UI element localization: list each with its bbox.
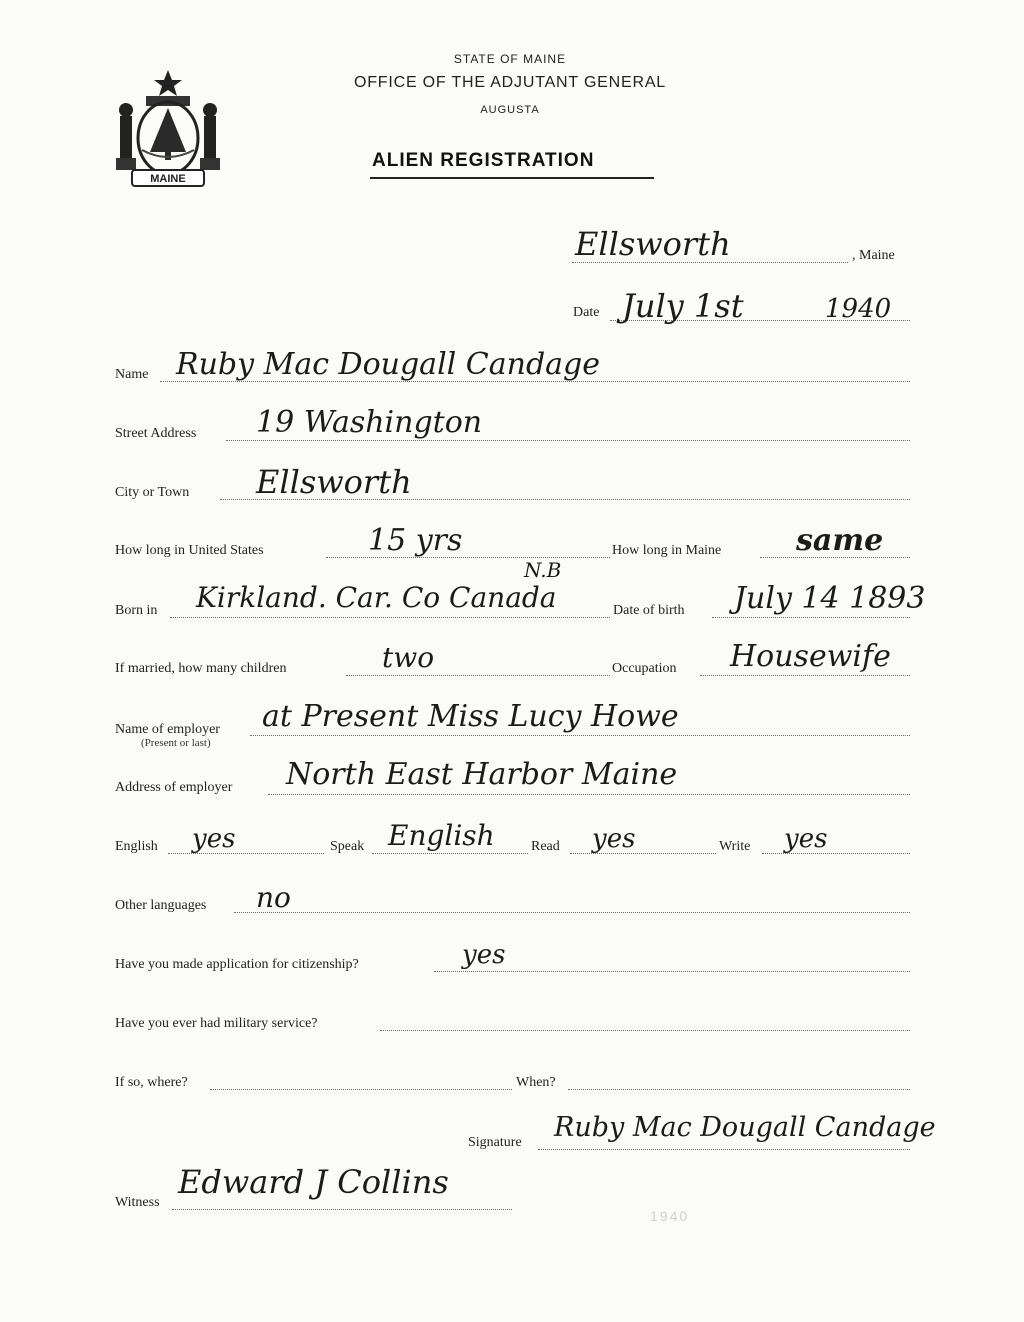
write-label: Write	[719, 839, 751, 854]
read-value[interactable]: yes	[592, 824, 636, 854]
citizenship-label: Have you made application for citizenship?	[115, 957, 359, 972]
city-label: City or Town	[115, 485, 190, 500]
other-languages-value[interactable]: no	[256, 881, 291, 914]
city-value[interactable]: Ellsworth	[256, 463, 412, 501]
name-value[interactable]: Ruby Mac Dougall Candage	[176, 347, 600, 382]
where-line	[210, 1089, 512, 1090]
read-label: Read	[531, 839, 560, 854]
where-label: If so, where?	[115, 1075, 188, 1090]
employer-address-line	[268, 794, 910, 795]
witness-value[interactable]: Edward J Collins	[178, 1163, 449, 1201]
street-label: Street Address	[115, 426, 197, 441]
dob-label: Date of birth	[613, 603, 685, 618]
signature-line	[538, 1149, 910, 1150]
other-languages-line	[234, 912, 910, 913]
place-suffix: , Maine	[852, 248, 895, 263]
employer-value[interactable]: at Present Miss Lucy Howe	[262, 699, 679, 734]
witness-label: Witness	[115, 1195, 160, 1210]
header-city: AUGUSTA	[480, 104, 540, 116]
maine-duration-label: How long in Maine	[612, 543, 722, 558]
street-line	[226, 440, 910, 441]
dob-line	[712, 617, 910, 618]
form-title: ALIEN REGISTRATION	[372, 150, 595, 171]
date-value[interactable]: July 1st	[622, 287, 744, 325]
us-duration-value[interactable]: 15 yrs	[368, 523, 463, 558]
maine-duration-value[interactable]: same	[796, 523, 884, 558]
witness-line	[172, 1209, 512, 1210]
when-line	[568, 1089, 910, 1090]
employer-sublabel: (Present or last)	[141, 737, 211, 749]
other-languages-label: Other languages	[115, 898, 207, 913]
state-seal-icon	[112, 66, 224, 190]
write-value[interactable]: yes	[784, 824, 828, 854]
english-value[interactable]: yes	[192, 824, 236, 854]
born-note[interactable]: N.B	[524, 558, 562, 582]
title-underline	[370, 177, 654, 179]
military-label: Have you ever had military service?	[115, 1016, 318, 1031]
born-line	[170, 617, 610, 618]
employer-line	[250, 735, 910, 736]
occupation-value[interactable]: Housewife	[730, 639, 891, 674]
children-line	[346, 675, 610, 676]
occupation-label: Occupation	[612, 661, 677, 676]
signature-label: Signature	[468, 1135, 522, 1150]
us-duration-label: How long in United States	[115, 543, 264, 558]
when-label: When?	[516, 1075, 556, 1090]
header-state: STATE OF MAINE	[453, 52, 567, 66]
children-value[interactable]: two	[382, 641, 435, 674]
children-label: If married, how many children	[115, 661, 287, 676]
employer-label: Name of employer	[115, 722, 220, 737]
occupation-line	[700, 675, 910, 676]
faint-date-stamp: 1940	[650, 1208, 690, 1224]
english-label: English	[115, 839, 158, 854]
speak-label: Speak	[330, 839, 365, 854]
military-line	[380, 1030, 910, 1031]
born-value[interactable]: Kirkland. Car. Co Canada	[196, 581, 557, 614]
dob-value[interactable]: July 14 1893	[734, 581, 926, 616]
born-label: Born in	[115, 603, 158, 618]
citizenship-line	[434, 971, 910, 972]
seal-motto: MAINE	[150, 173, 186, 185]
header-office: OFFICE OF THE ADJUTANT GENERAL	[353, 74, 667, 91]
date-label: Date	[573, 305, 600, 320]
signature-value[interactable]: Ruby Mac Dougall Candage	[554, 1112, 936, 1143]
speak-line	[372, 853, 528, 854]
employer-address-label: Address of employer	[115, 780, 233, 795]
street-value[interactable]: 19 Washington	[256, 405, 483, 440]
place-value[interactable]: Ellsworth	[575, 225, 731, 263]
speak-value[interactable]: English	[388, 819, 495, 852]
employer-address-value[interactable]: North East Harbor Maine	[286, 757, 678, 792]
citizenship-value[interactable]: yes	[462, 940, 506, 970]
date-year[interactable]: 1940	[825, 294, 892, 324]
name-label: Name	[115, 367, 149, 382]
